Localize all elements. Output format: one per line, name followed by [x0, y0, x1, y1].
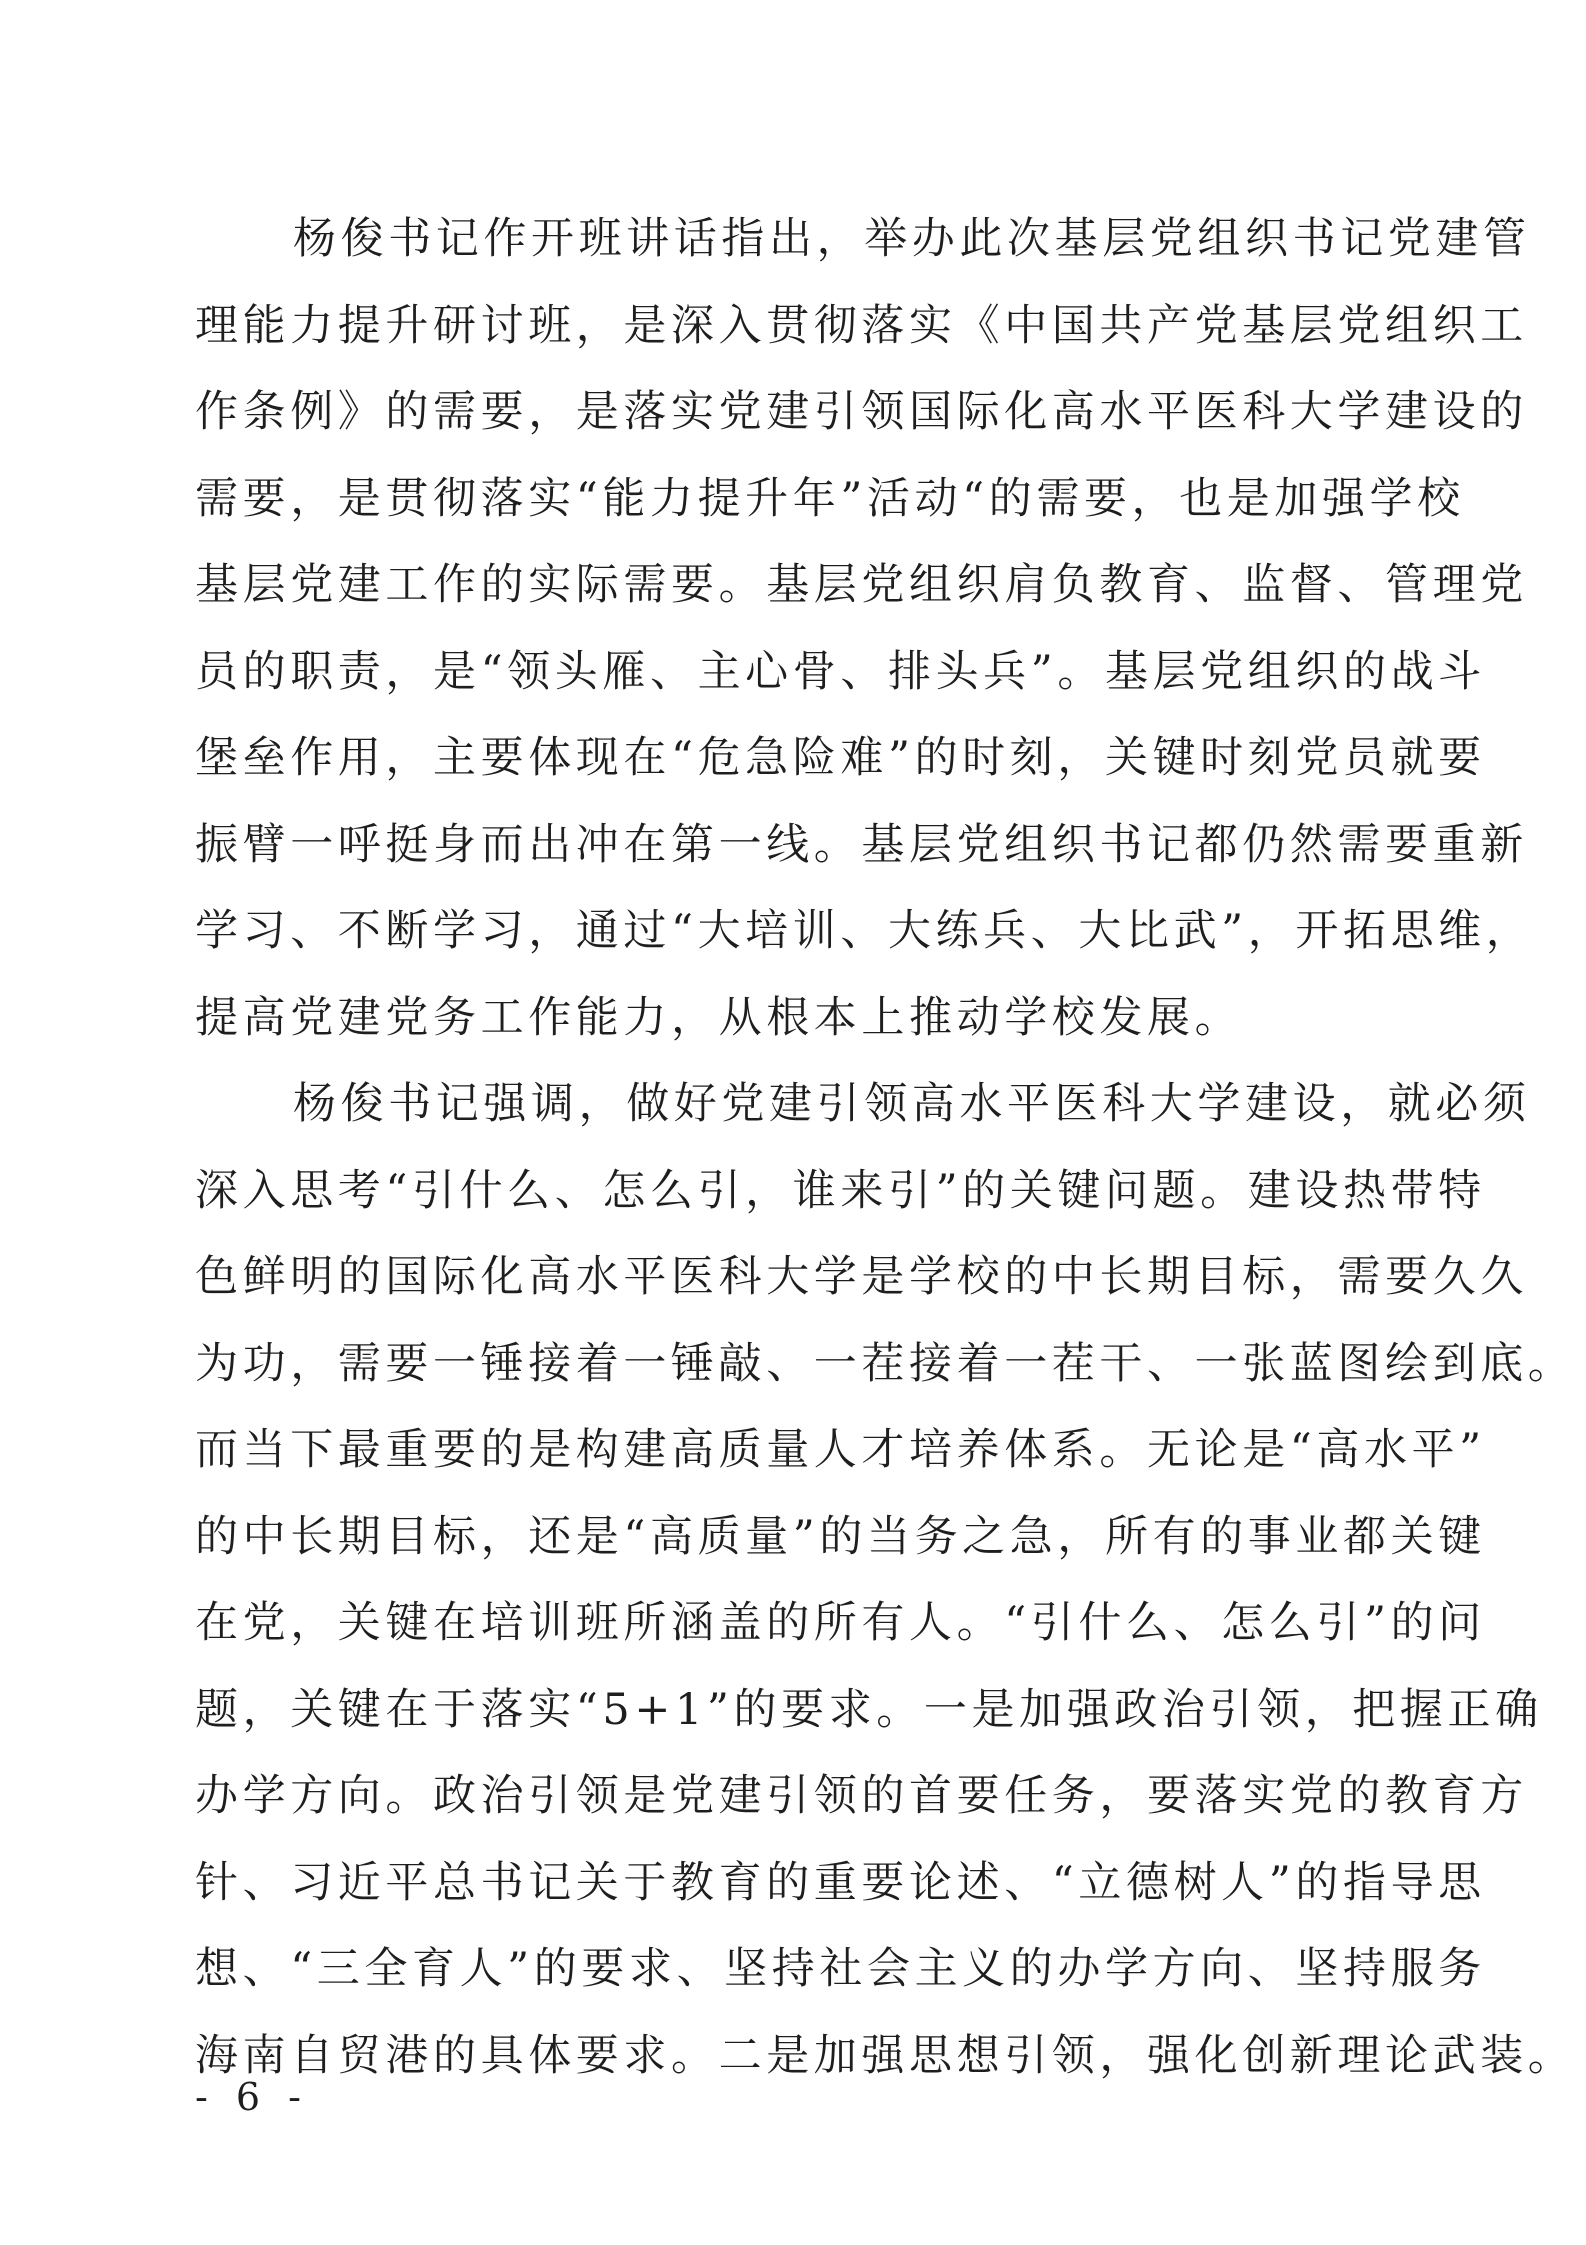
paragraph-2-line: 针、习近平总书记关于教育的重要论述、“立德树人”的指导思: [195, 1857, 1486, 1908]
paragraph-2-line: 色鲜明的国际化高水平医科大学是学校的中长期目标，需要久久: [195, 1252, 1528, 1302]
paragraph-1-line: 振臂一呼挺身而出冲在第一线。基层党组织书记都仍然需要重新: [195, 819, 1528, 870]
body-text: [195, 196, 1576, 2099]
paragraph-1-line: 学习、不断学习，通过“大培训、大练兵、大比武”，开拓思维，: [195, 906, 1534, 956]
paragraph-1-line: 基层党建工作的实际需要。基层党组织肩负教育、监督、管理党: [195, 560, 1528, 610]
paragraph-2-line: 想、“三全育人”的要求、坚持社会主义的办学方向、坚持服务: [195, 1944, 1486, 1994]
paragraph-1-line: 堡垒作用，主要体现在“危急险难”的时刻，关键时刻党员就要: [195, 733, 1486, 783]
paragraph-2-line: 为功，需要一锤接着一锤敲、一茬接着一茬干、一张蓝图绘到底。: [195, 1338, 1576, 1389]
paragraph-1-line: 理能力提升研讨班，是深入贯彻落实《中国共产党基层党组织工: [195, 300, 1528, 351]
paragraph-2-line: 的中长期目标，还是“高质量”的当务之急，所有的事业都关键: [195, 1511, 1486, 1562]
paragraph-2-line: 海南自贸港的具体要求。二是加强思想引领，强化创新理论武装。: [195, 2030, 1576, 2081]
paragraph-1-line: 需要，是贯彻落实“能力提升年”活动“的需要，也是加强学校: [195, 473, 1465, 524]
paragraph-1-line: 杨俊书记作开班讲话指出，举办此次基层党组织书记党建管: [293, 214, 1531, 264]
paragraph-1-line: 提高党建党务工作能力，从根本上推动学校发展。: [195, 992, 1243, 1043]
page-number: - 6 -: [195, 2075, 310, 2119]
paragraph-2-line: 深入思考“引什么、怎么引，谁来引”的关键问题。建设热带特: [195, 1165, 1486, 1216]
paragraph-1-line: 员的职责，是“领头雁、主心骨、排头兵”。基层党组织的战斗: [195, 646, 1486, 697]
paragraph-2-line: 在党，关键在培训班所涵盖的所有人。“引什么、怎么引”的问: [195, 1598, 1486, 1648]
paragraph-2-line: 办学方向。政治引领是党建引领的首要任务，要落实党的教育方: [195, 1771, 1528, 1821]
paragraph-2-line: 题，关键在于落实“5+1”的要求。一是加强政治引领，把握正确: [195, 1684, 1543, 1735]
paragraph-1-line: 作条例》的需要，是落实党建引领国际化高水平医科大学建设的: [195, 387, 1528, 437]
paragraph-2-line: 而当下最重要的是构建高质量人才培养体系。无论是“高水平”: [195, 1425, 1486, 1475]
paragraph-2-line: 杨俊书记强调，做好党建引领高水平医科大学建设，就必须: [293, 1079, 1531, 1129]
